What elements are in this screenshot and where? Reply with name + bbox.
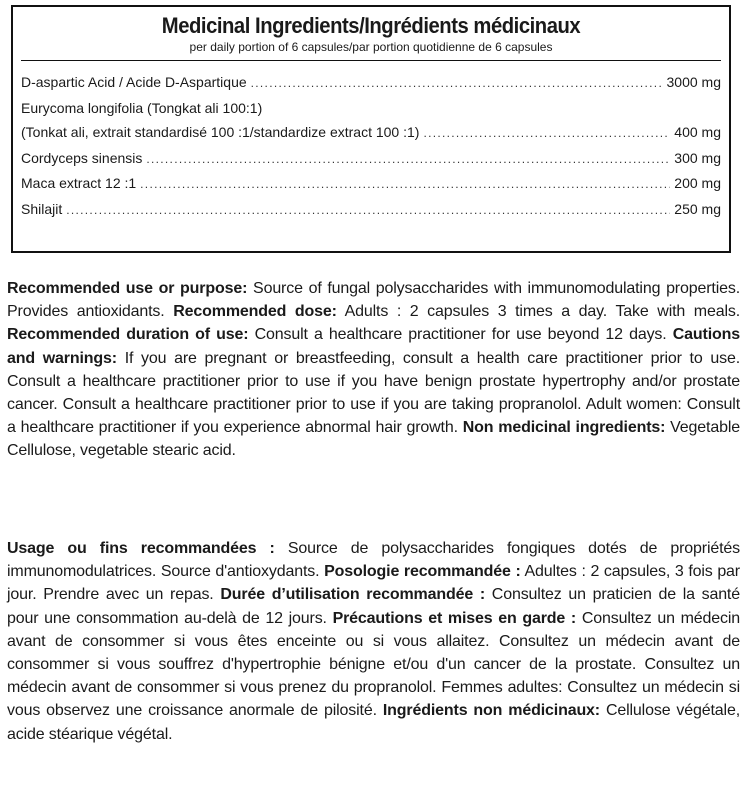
cautions-text: Consultez un médecin avant de consommer si vous êtes enceinte ou si vous allaitez. Consultez un médecin avant de consommer si vous souffrez d'hypertrophie bénigne et/ou d'un cancer de la prostate. Consultez un médecin avant de consommer si vous prenez du propranolol. Femmes adultes: Consultez un médecin si vous observez une croissance anormale de pilosité. <box>7 609 741 720</box>
ingredient-row <box>21 146 721 172</box>
english-directions-paragraph <box>7 277 740 463</box>
dose-label: Posologie recommandée : <box>324 563 521 581</box>
ingredient-amount: 300 mg <box>674 149 721 166</box>
ingredient-name: (Tonkat ali, extrait standardisé 100 :1/standardize extract 100 :1) <box>21 124 420 140</box>
cautions-label: Cautions and warnings: <box>7 326 740 367</box>
use-text: Source de polysaccharides fongiques dotés de propriétés immunomodulatrices. Source d'antioxydants. <box>7 540 740 581</box>
dot-leader <box>423 121 670 146</box>
medicinal-ingredients-box <box>11 5 731 253</box>
box-title: Medicinal Ingredients/Ingrédients médicinaux <box>161 13 581 38</box>
duration-text: Consultez un praticien de la santé pour une consommation au-delà de 12 jours. <box>7 586 740 627</box>
ingredient-name: Shilajit <box>21 200 63 217</box>
dose-text: Adults : 2 capsules 3 times a day. Take with meals. <box>336 303 741 321</box>
cautions-label: Précautions et mises en garde : <box>332 609 577 627</box>
nonmed-label: Ingrédients non médicinaux: <box>382 702 600 720</box>
dot-leader <box>140 172 670 197</box>
ingredient-name: Eurycoma longifolia (Tongkat ali 100:1) <box>21 99 263 116</box>
ingredient-row <box>21 70 721 96</box>
cautions-text: If you are pregnant or breastfeeding, consult a health care practitioner prior to use. Consult a healthcare practitioner prior to use if you have benign prostate hypertrophy and/or prostate cancer. Consult a healthcare practitioner prior to use if you are taking propranolol. Adult women: Consult a healthcare practitioner if you experience abnormal hair growth. <box>7 349 740 437</box>
nonmed-label: Non medicinal ingredients: <box>462 419 666 437</box>
ingredient-row <box>21 96 721 121</box>
duration-label: Recommended duration of use: <box>7 326 249 344</box>
french-directions-paragraph <box>7 537 740 746</box>
box-divider <box>21 60 721 61</box>
dose-text: Adultes : 2 capsules, 3 fois par jour. Prendre avec un repas. <box>7 563 740 604</box>
duration-label: Durée d’utilisation recommandée : <box>220 586 486 604</box>
ingredient-name: Cordyceps sinensis <box>21 149 143 166</box>
ingredient-amount: 200 mg <box>674 175 721 191</box>
use-text: Source of fungal polysaccharides with immunomodulating properties. Provides antioxidants. <box>7 280 741 321</box>
ingredient-row <box>21 120 721 146</box>
nonmed-text: Cellulose végétale, acide stéarique végétal. <box>7 702 740 743</box>
dot-leader <box>251 71 663 96</box>
ingredient-amount: 400 mg <box>674 124 721 140</box>
dot-leader <box>66 198 670 223</box>
dot-leader <box>146 147 670 172</box>
ingredient-name: Maca extract 12 :1 <box>21 175 137 191</box>
nonmed-text: Vegetable Cellulose, vegetable stearic acid. <box>7 419 740 460</box>
ingredient-row <box>21 197 721 223</box>
ingredient-amount: 3000 mg <box>666 74 721 90</box>
box-subtitle: per daily portion of 6 capsules/par portion quotidienne de 6 capsules <box>189 40 553 54</box>
use-label: Recommended use or purpose: <box>7 280 248 297</box>
dose-label: Recommended dose: <box>173 303 337 321</box>
ingredient-row <box>21 171 721 197</box>
duration-text: Consult a healthcare practitioner for use beyond 12 days. <box>248 326 673 344</box>
ingredient-name: D-aspartic Acid / Acide D-Aspartique <box>21 74 247 90</box>
ingredient-amount: 250 mg <box>674 200 721 217</box>
ingredient-list <box>21 70 721 222</box>
use-label: Usage ou fins recommandées : <box>7 540 275 557</box>
